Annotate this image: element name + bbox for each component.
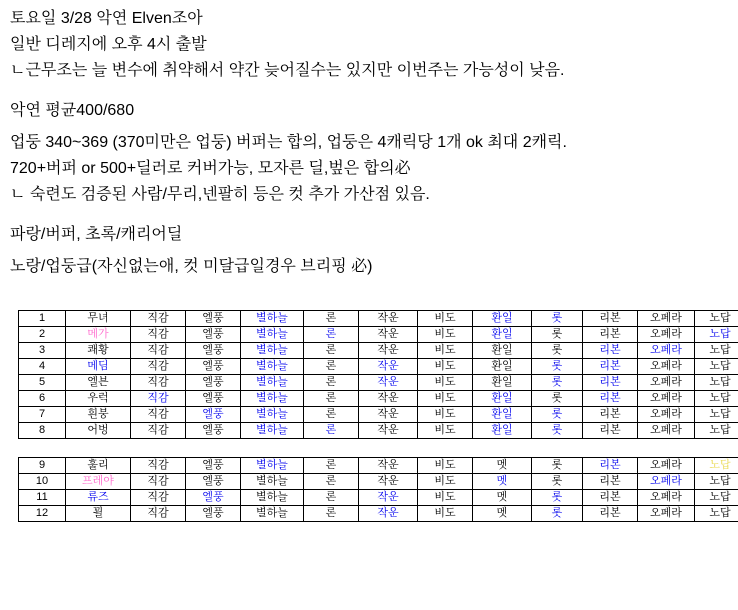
row-cell: 노답 xyxy=(695,506,738,522)
row-cell: 엘풍 xyxy=(186,490,241,506)
row-member-name: 엘븐 xyxy=(66,375,131,391)
table-row[interactable] xyxy=(19,407,738,423)
header-line-3: ㄴ근무조는 늘 변수에 취약해서 약간 늦어질수는 있지만 이번주는 가능성이 낮음. xyxy=(10,62,565,79)
row-cell: 롯 xyxy=(532,327,583,343)
row-cell: 롯 xyxy=(532,490,583,506)
row-cell: 리본 xyxy=(583,423,638,439)
header-line-1: 토요일 3/28 악연 Elven조아 xyxy=(10,10,203,27)
row-member-name: 메가 xyxy=(66,327,131,343)
row-cell: 론 xyxy=(304,359,359,375)
row-index: 7 xyxy=(19,407,66,423)
table-row[interactable] xyxy=(19,474,738,490)
body-line-2: 업둥 340~369 (370미만은 업둥) 버퍼는 합의, 업둥은 4캐릭당 1개 ok 최대 2캐릭. xyxy=(10,134,567,151)
row-member-name: 프레야 xyxy=(66,474,131,490)
tables-region xyxy=(0,310,738,522)
row-cell: 별하늘 xyxy=(241,327,304,343)
row-cell: 작운 xyxy=(359,327,418,343)
row-cell: 엘풍 xyxy=(186,327,241,343)
row-cell: 작운 xyxy=(359,391,418,407)
table-row[interactable] xyxy=(19,506,738,522)
row-cell: 노답 xyxy=(695,474,738,490)
row-cell: 직감 xyxy=(131,506,186,522)
row-cell: 별하늘 xyxy=(241,458,304,474)
row-cell: 노답 xyxy=(695,343,738,359)
row-member-name: 흰붕 xyxy=(66,407,131,423)
row-cell: 리본 xyxy=(583,458,638,474)
row-cell: 비도 xyxy=(418,359,473,375)
table-row[interactable] xyxy=(19,423,738,439)
row-cell: 환일 xyxy=(473,407,532,423)
row-index: 9 xyxy=(19,458,66,474)
row-index: 8 xyxy=(19,423,66,439)
table-row[interactable] xyxy=(19,458,738,474)
body-line-3: 720+버퍼 or 500+딜러로 커버가능, 모자른 딜,벞은 합의必 xyxy=(10,160,411,177)
row-cell: 리본 xyxy=(583,490,638,506)
row-cell: 엘풍 xyxy=(186,458,241,474)
row-cell: 엘풍 xyxy=(186,407,241,423)
row-cell: 엘풍 xyxy=(186,375,241,391)
row-cell: 론 xyxy=(304,423,359,439)
row-cell: 직감 xyxy=(131,407,186,423)
row-cell: 리본 xyxy=(583,327,638,343)
row-cell: 별하늘 xyxy=(241,506,304,522)
row-cell: 리본 xyxy=(583,391,638,407)
row-cell: 론 xyxy=(304,391,359,407)
row-cell: 별하늘 xyxy=(241,474,304,490)
row-cell: 리본 xyxy=(583,311,638,327)
table-gap xyxy=(18,439,720,457)
row-cell: 작운 xyxy=(359,343,418,359)
row-cell: 직감 xyxy=(131,458,186,474)
row-cell: 리본 xyxy=(583,407,638,423)
row-cell: 노답 xyxy=(695,490,738,506)
row-cell: 론 xyxy=(304,343,359,359)
row-cell: 롯 xyxy=(532,311,583,327)
row-cell: 작운 xyxy=(359,375,418,391)
legend-line-1: 파랑/버퍼, 초록/캐리어딜 xyxy=(10,226,183,243)
row-cell: 노답 xyxy=(695,423,738,439)
row-cell: 멧 xyxy=(473,490,532,506)
table-row[interactable] xyxy=(19,490,738,506)
row-cell: 엘풍 xyxy=(186,474,241,490)
row-member-name: 쾌황 xyxy=(66,343,131,359)
row-cell: 오페라 xyxy=(638,359,695,375)
row-cell: 리본 xyxy=(583,343,638,359)
row-cell: 비도 xyxy=(418,327,473,343)
row-cell: 비도 xyxy=(418,343,473,359)
row-cell: 론 xyxy=(304,375,359,391)
row-cell: 오페라 xyxy=(638,327,695,343)
row-index: 6 xyxy=(19,391,66,407)
row-member-name: 꾈 xyxy=(66,506,131,522)
row-cell: 노답 xyxy=(695,359,738,375)
row-cell: 론 xyxy=(304,407,359,423)
row-cell: 작운 xyxy=(359,506,418,522)
row-cell: 직감 xyxy=(131,327,186,343)
row-member-name: 훌리 xyxy=(66,458,131,474)
row-member-name: 무녀 xyxy=(66,311,131,327)
row-cell: 별하늘 xyxy=(241,375,304,391)
row-cell: 론 xyxy=(304,506,359,522)
row-cell: 작운 xyxy=(359,458,418,474)
row-cell: 롯 xyxy=(532,375,583,391)
row-cell: 리본 xyxy=(583,375,638,391)
row-cell: 별하늘 xyxy=(241,423,304,439)
row-cell: 오페라 xyxy=(638,311,695,327)
row-cell: 노답 xyxy=(695,327,738,343)
row-member-name: 우럭 xyxy=(66,391,131,407)
row-cell: 직감 xyxy=(131,423,186,439)
body-line-4: ㄴ 숙련도 검증된 사람/무리,넨팔히 등은 컷 추가 가산점 있음. xyxy=(10,186,430,203)
row-cell: 비도 xyxy=(418,407,473,423)
row-cell: 작운 xyxy=(359,423,418,439)
row-cell: 리본 xyxy=(583,474,638,490)
row-cell: 노답 xyxy=(695,458,738,474)
table-row[interactable] xyxy=(19,343,738,359)
row-cell: 오페라 xyxy=(638,474,695,490)
roster-table-second xyxy=(18,457,738,522)
header-line-2: 일반 디레지에 오후 4시 출발 xyxy=(10,36,207,53)
row-cell: 환일 xyxy=(473,391,532,407)
row-cell: 직감 xyxy=(131,343,186,359)
row-cell: 별하늘 xyxy=(241,311,304,327)
legend-line-2: 노랑/업둥급(자신없는애, 컷 미달급일경우 브리핑 必) xyxy=(10,258,373,275)
row-cell: 비도 xyxy=(418,423,473,439)
row-cell: 별하늘 xyxy=(241,490,304,506)
row-cell: 환일 xyxy=(473,343,532,359)
row-cell: 오페라 xyxy=(638,375,695,391)
row-cell: 노답 xyxy=(695,311,738,327)
row-cell: 별하늘 xyxy=(241,359,304,375)
row-cell: 오페라 xyxy=(638,423,695,439)
row-member-name: 류즈 xyxy=(66,490,131,506)
row-index: 12 xyxy=(19,506,66,522)
row-cell: 환일 xyxy=(473,327,532,343)
row-cell: 환일 xyxy=(473,375,532,391)
row-index: 1 xyxy=(19,311,66,327)
row-cell: 작운 xyxy=(359,490,418,506)
row-cell: 엘풍 xyxy=(186,359,241,375)
row-cell: 론 xyxy=(304,490,359,506)
row-cell: 엘풍 xyxy=(186,343,241,359)
row-cell: 비도 xyxy=(418,506,473,522)
row-cell: 론 xyxy=(304,311,359,327)
table-row[interactable] xyxy=(19,311,738,327)
row-cell: 론 xyxy=(304,474,359,490)
row-index: 5 xyxy=(19,375,66,391)
row-cell: 롯 xyxy=(532,506,583,522)
row-cell: 작운 xyxy=(359,359,418,375)
row-cell: 오페라 xyxy=(638,490,695,506)
row-cell: 환일 xyxy=(473,423,532,439)
row-cell: 엘풍 xyxy=(186,311,241,327)
row-cell: 엘풍 xyxy=(186,423,241,439)
row-cell: 멧 xyxy=(473,474,532,490)
row-cell: 직감 xyxy=(131,474,186,490)
row-cell: 오페라 xyxy=(638,343,695,359)
row-cell: 오페라 xyxy=(638,458,695,474)
row-cell: 직감 xyxy=(131,359,186,375)
row-index: 11 xyxy=(19,490,66,506)
row-cell: 노답 xyxy=(695,391,738,407)
table-row[interactable] xyxy=(19,375,738,391)
row-cell: 리본 xyxy=(583,359,638,375)
row-cell: 노답 xyxy=(695,407,738,423)
row-cell: 롯 xyxy=(532,359,583,375)
row-cell: 롯 xyxy=(532,458,583,474)
row-cell: 론 xyxy=(304,327,359,343)
spacer-3 xyxy=(10,208,728,222)
row-cell: 엘풍 xyxy=(186,506,241,522)
body-line-1: 악연 평균400/680 xyxy=(10,102,135,119)
row-cell: 직감 xyxy=(131,311,186,327)
table-row[interactable] xyxy=(19,327,738,343)
row-index: 4 xyxy=(19,359,66,375)
spacer-5 xyxy=(10,280,728,310)
row-cell: 직감 xyxy=(131,375,186,391)
row-cell: 오페라 xyxy=(638,506,695,522)
row-cell: 별하늘 xyxy=(241,391,304,407)
row-cell: 직감 xyxy=(131,391,186,407)
row-cell: 환일 xyxy=(473,311,532,327)
row-cell: 별하늘 xyxy=(241,343,304,359)
row-index: 2 xyxy=(19,327,66,343)
row-cell: 롯 xyxy=(532,343,583,359)
row-cell: 작운 xyxy=(359,311,418,327)
table-row[interactable] xyxy=(19,391,738,407)
row-cell: 롯 xyxy=(532,391,583,407)
row-cell: 롯 xyxy=(532,423,583,439)
row-cell: 리본 xyxy=(583,506,638,522)
row-cell: 작운 xyxy=(359,474,418,490)
row-cell: 멧 xyxy=(473,458,532,474)
row-cell: 노답 xyxy=(695,375,738,391)
row-cell: 작운 xyxy=(359,407,418,423)
row-member-name: 메딤 xyxy=(66,359,131,375)
row-cell: 멧 xyxy=(473,506,532,522)
row-cell: 비도 xyxy=(418,490,473,506)
row-cell: 비도 xyxy=(418,375,473,391)
row-index: 3 xyxy=(19,343,66,359)
row-cell: 별하늘 xyxy=(241,407,304,423)
row-member-name: 어벙 xyxy=(66,423,131,439)
row-cell: 엘풍 xyxy=(186,391,241,407)
row-cell: 비도 xyxy=(418,474,473,490)
row-cell: 오페라 xyxy=(638,407,695,423)
row-cell: 롯 xyxy=(532,474,583,490)
row-cell: 비도 xyxy=(418,458,473,474)
row-cell: 환일 xyxy=(473,359,532,375)
row-cell: 직감 xyxy=(131,490,186,506)
spacer-1 xyxy=(10,84,728,98)
table-row[interactable] xyxy=(19,359,738,375)
row-cell: 론 xyxy=(304,458,359,474)
row-cell: 롯 xyxy=(532,407,583,423)
row-cell: 비도 xyxy=(418,311,473,327)
row-index: 10 xyxy=(19,474,66,490)
row-cell: 비도 xyxy=(418,391,473,407)
row-cell: 오페라 xyxy=(638,391,695,407)
roster-table-main xyxy=(18,310,738,439)
